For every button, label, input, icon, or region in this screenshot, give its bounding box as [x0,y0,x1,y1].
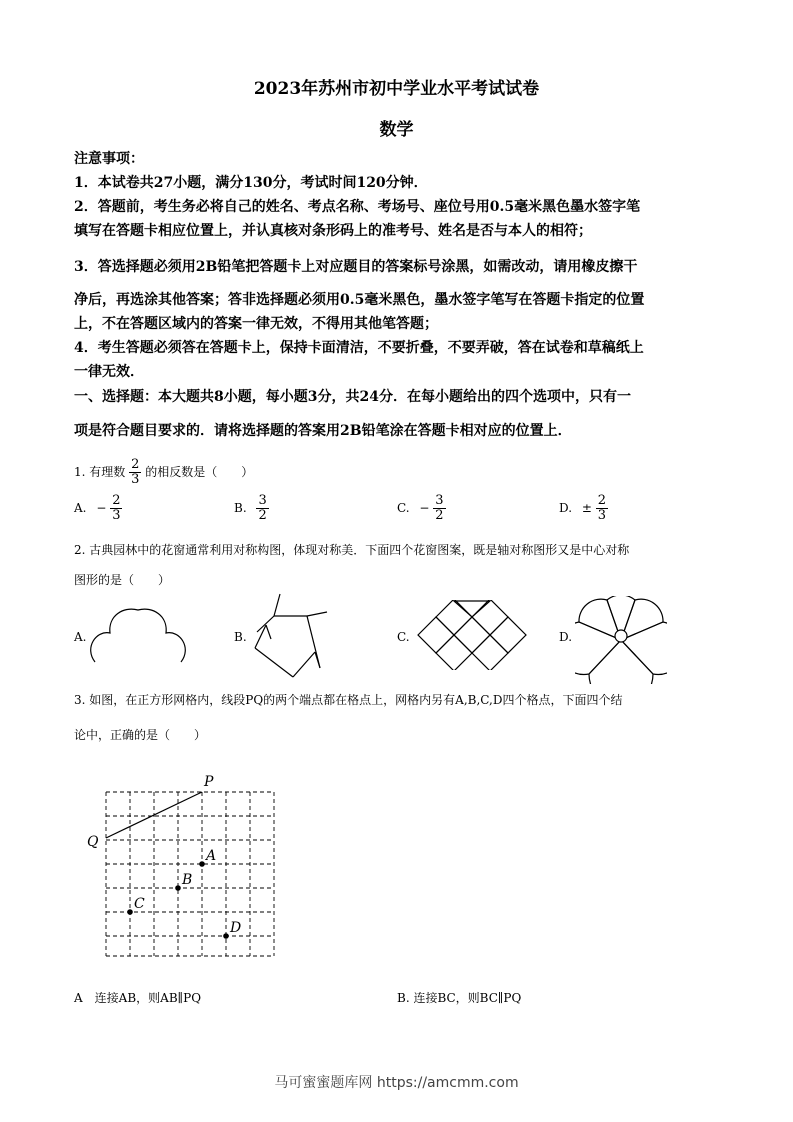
segment-pq [106,792,202,838]
q1-option-a[interactable] [74,494,122,523]
flower-window-c-figure [412,600,542,670]
fraction-denominator: 3 [131,472,140,487]
notice-item: 上，不在答题区域内的答案一律无效，不得用其他笔答题； [74,316,438,332]
q2-option-c-label[interactable]: C. [397,630,410,644]
fraction-numerator: 2 [112,493,121,508]
notice-item: 4．考生答题必须答在答题卡上，保持卡面清洁，不要折叠，不要弄破，答在试卷和草稿纸上 [74,340,644,356]
q2-option-d-label[interactable]: D. [559,630,573,644]
fraction-denominator: 2 [435,508,444,523]
point-b-dot [175,885,181,891]
q3-stem-line: 论中，正确的是（ ） [74,728,207,742]
q2-option-a-label[interactable]: A. [74,630,87,644]
q2-stem-line: 2. 古典园林中的花窗通常利用对称构图，体现对称美．下面四个花窗图案，既是轴对称图形又是中心对称 [74,543,630,557]
point-c-dot [127,909,133,915]
option-label: D. [559,501,573,515]
notice-item: 1．本试卷共27小题，满分130分，考试时间120分钟． [74,175,428,191]
fraction-numerator: 3 [435,493,444,508]
option-label: C. [397,501,410,515]
q1-suffix: 的相反数是（ ） [145,465,254,479]
notice-item: 一律无效． [74,364,144,380]
point-b-label: B [182,872,193,888]
option-fraction [110,494,122,523]
point-d-label: D [230,920,242,936]
q1-option-d[interactable] [559,494,608,523]
q2-stem-line: 图形的是（ ） [74,573,171,587]
notice-item: 净后，再选涂其他答案；答非选择题必须用0.5毫米黑色，墨水签字笔写在答题卡指定的位置 [74,292,645,308]
section-one-line: 一、选择题：本大题共8小题，每小题3分，共24分．在每小题给出的四个选项中，只有一 [74,389,631,405]
point-d-dot [223,933,229,939]
notice-item: 3．答选择题必须用2B铅笔把答题卡上对应题目的答案标号涂黑，如需改动，请用橡皮擦干 [74,259,638,275]
q1-prefix: 1. 有理数 [74,465,126,479]
point-p-label: P [204,774,214,790]
q3-grid-figure [80,770,290,965]
fraction-numerator: 3 [258,493,267,508]
point-c-label: C [134,896,145,912]
notice-heading: 注意事项： [74,151,144,167]
q2-option-b-label[interactable]: B. [234,630,247,644]
q3-option-a[interactable]: A 连接AB，则AB∥PQ [74,991,202,1005]
fraction-numerator: 2 [131,457,140,472]
notice-item: 2．答题前，考生务必将自己的姓名、考点名称、考场号、座位号用0.5毫米黑色墨水签字笔 [74,199,641,215]
fraction-denominator: 3 [597,508,607,523]
fraction-denominator: 2 [258,508,267,523]
notice-item: 填写在答题卡相应位置上，并认真核对条形码上的准考号、姓名是否与本人的相符； [74,223,592,239]
exam-title: 2023年苏州市初中学业水平考试试卷 [253,79,540,99]
flower-window-d-figure [575,596,667,684]
flower-window-a-figure [88,600,188,670]
q1-fraction [129,458,141,487]
q1-option-b[interactable] [234,494,269,523]
footer-watermark: 马可蜜蜜题库网 https://amcmm.com [274,1075,519,1091]
point-a-dot [199,861,205,867]
fraction-denominator: 3 [112,508,121,523]
option-sign: − [419,501,430,515]
subject-title: 数学 [379,120,414,140]
point-a-label: A [206,848,217,864]
option-sign: ± [581,501,592,515]
option-label: B. [234,501,247,515]
fraction-numerator: 2 [597,493,607,508]
option-label: A. [74,501,87,515]
option-sign: − [96,501,107,515]
q3-option-b[interactable]: B. 连接BC，则BC∥PQ [397,991,522,1005]
q3-stem-line: 3. 如图，在正方形网格内，线段PQ的两个端点都在格点上，网格内另有A,B,C,D四个格点，下面四个结 [74,693,623,707]
point-q-label: Q [87,834,99,850]
option-fraction [596,494,608,523]
q1-option-c[interactable] [397,494,446,523]
option-fraction [256,494,268,523]
flower-window-b-figure [245,592,340,682]
option-fraction [433,494,445,523]
section-one-line: 项是符合题目要求的．请将选择题的答案用2B铅笔涂在答题卡相对应的位置上． [74,423,572,439]
